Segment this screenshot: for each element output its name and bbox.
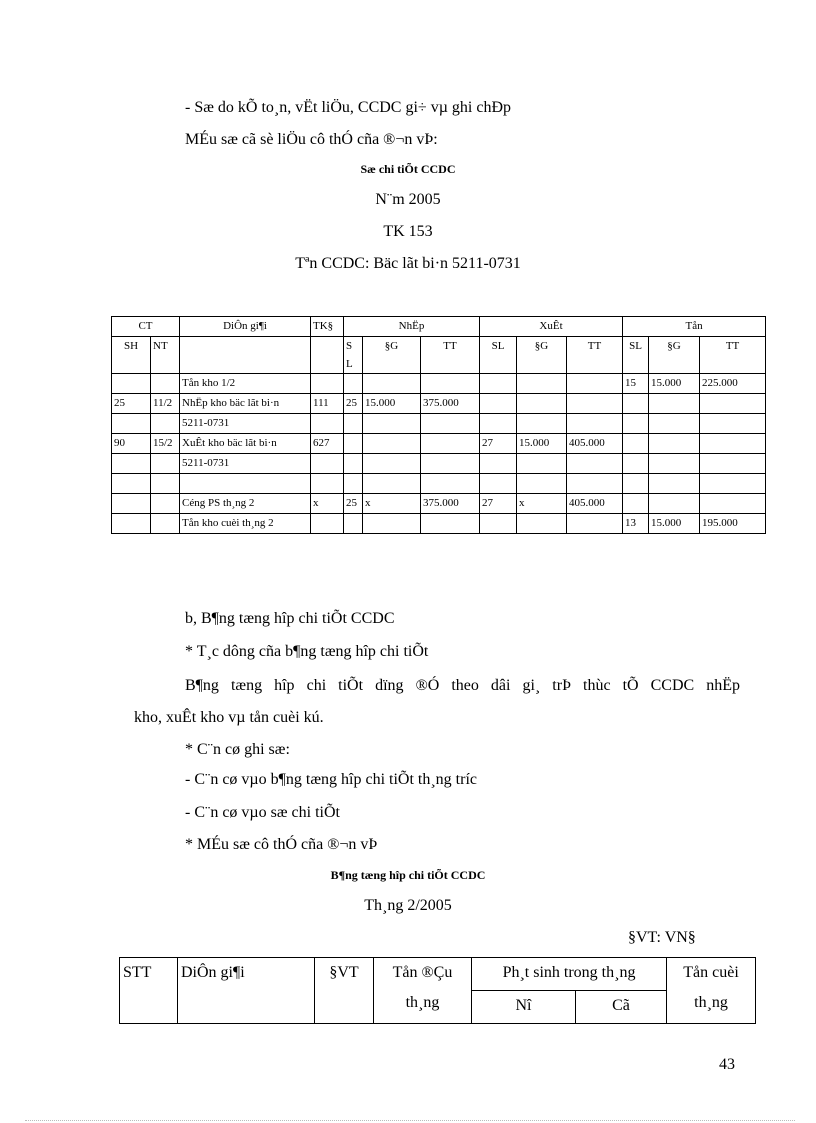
- table-cell: 15: [623, 374, 649, 394]
- table-cell: [421, 474, 480, 494]
- summary-title: B¶ng tæng hîp chi tiÕt CCDC: [330, 868, 486, 882]
- table-cell: [311, 474, 344, 494]
- ledger-item-name: Tªn CCDC: Bäc lãt bi·n 5211-0731: [295, 255, 521, 272]
- table-cell: Tån kho cuèi th¸ng 2: [180, 514, 311, 534]
- intro-line-1: - Sæ do kÕ to¸n, vËt liÖu, CCDC gi÷ vµ ghi chÐp: [185, 99, 512, 116]
- table-cell: 27: [480, 494, 517, 514]
- table-cell: [112, 474, 151, 494]
- ledger-year: N¨m 2005: [375, 191, 441, 208]
- table-row: [112, 374, 766, 394]
- table-cell: [623, 494, 649, 514]
- col-credit: Cã: [576, 991, 667, 1024]
- section-b-basis-1: - C¨n cø vµo b¶ng tæng hîp chi tiÕt th¸ng tríc: [185, 771, 477, 788]
- sub-import-dg: §G: [363, 337, 421, 374]
- table-cell: 375.000: [421, 394, 480, 414]
- sub-export-tt: TT: [567, 337, 623, 374]
- table-cell: NhËp kho bäc lãt bi·n: [180, 394, 311, 414]
- table-cell: 5211-0731: [180, 454, 311, 474]
- table-cell: [480, 414, 517, 434]
- table-cell: [567, 394, 623, 414]
- table-cell: [311, 454, 344, 474]
- table-cell: [480, 454, 517, 474]
- table-cell: [363, 514, 421, 534]
- table-cell: 15.000: [517, 434, 567, 454]
- table-cell: [517, 514, 567, 534]
- table-cell: [311, 374, 344, 394]
- table-cell: [517, 394, 567, 414]
- col-import: NhËp: [344, 317, 480, 337]
- table-cell: 15.000: [649, 514, 700, 534]
- table-cell: [700, 434, 766, 454]
- table-cell: [112, 374, 151, 394]
- table-cell: [112, 514, 151, 534]
- section-b-effect: * T¸c dông cña b¶ng tæng hîp chi tiÕt: [185, 643, 429, 660]
- table-cell: [344, 454, 363, 474]
- table-cell: [517, 414, 567, 434]
- section-b-basis-2: - C¨n cø vµo sæ chi tiÕt: [185, 804, 340, 821]
- table-cell: [480, 394, 517, 414]
- table-cell: [151, 514, 180, 534]
- table-cell: 225.000: [700, 374, 766, 394]
- table-cell: 627: [311, 434, 344, 454]
- table-cell: [151, 454, 180, 474]
- table-cell: [151, 414, 180, 434]
- table-cell: [421, 434, 480, 454]
- table-cell: [344, 374, 363, 394]
- col-ct: CT: [112, 317, 180, 337]
- ledger-table-body: [112, 374, 766, 534]
- table-cell: [700, 454, 766, 474]
- table-cell: [151, 494, 180, 514]
- table-cell: [649, 454, 700, 474]
- table-cell: 15/2: [151, 434, 180, 454]
- table-cell: [480, 374, 517, 394]
- ledger-title: Sæ chi tiÕt CCDC: [360, 162, 456, 176]
- table-cell: [623, 474, 649, 494]
- col-unit: §VT: [315, 958, 374, 1024]
- table-cell: [567, 414, 623, 434]
- table-cell: [151, 474, 180, 494]
- table-cell: [623, 394, 649, 414]
- table-cell: [344, 514, 363, 534]
- table-cell: 90: [112, 434, 151, 454]
- table-cell: x: [517, 494, 567, 514]
- table-cell: x: [311, 494, 344, 514]
- section-b-para-line-1: B¶ng tæng hîp chi tiÕt dïng ®Ó theo dâi gi¸ trÞ thùc tÕ CCDC nhËp: [185, 677, 740, 694]
- table-cell: [700, 474, 766, 494]
- summary-table: [119, 957, 756, 1024]
- col-stt: STT: [120, 958, 178, 1024]
- table-cell: [517, 374, 567, 394]
- table-cell: XuÊt kho bäc lãt bi·n: [180, 434, 311, 454]
- table-cell: [180, 474, 311, 494]
- table-cell: 27: [480, 434, 517, 454]
- page-number: 43: [719, 1056, 735, 1073]
- table-cell: [623, 414, 649, 434]
- sub-sh: SH: [112, 337, 151, 374]
- table-cell: [517, 474, 567, 494]
- col-opening: Tån ®Çu th¸ng: [374, 958, 472, 1024]
- table-cell: 25: [344, 494, 363, 514]
- table-cell: 25: [344, 394, 363, 414]
- intro-line-2: MÉu sæ cã sè liÖu cô thÓ cña ®¬n vÞ:: [185, 131, 438, 148]
- table-row: [112, 514, 766, 534]
- table-cell: [363, 414, 421, 434]
- table-cell: [421, 514, 480, 534]
- sub-nt: NT: [151, 337, 180, 374]
- table-cell: [311, 514, 344, 534]
- col-stock: Tån: [623, 317, 766, 337]
- col-export: XuÊt: [480, 317, 623, 337]
- table-cell: 5211-0731: [180, 414, 311, 434]
- table-cell: [649, 414, 700, 434]
- table-cell: [623, 434, 649, 454]
- table-cell: [649, 494, 700, 514]
- table-cell: [363, 454, 421, 474]
- table-cell: [700, 414, 766, 434]
- col-arising: Ph¸t sinh trong th¸ng: [472, 958, 667, 991]
- table-cell: [649, 394, 700, 414]
- table-cell: [567, 454, 623, 474]
- table-cell: [421, 374, 480, 394]
- col-closing: Tån cuèi th¸ng: [667, 958, 756, 1024]
- table-cell: 25: [112, 394, 151, 414]
- table-cell: x: [363, 494, 421, 514]
- table-cell: [700, 494, 766, 514]
- col-desc: DiÔn gi¶i: [180, 317, 311, 337]
- table-cell: [421, 454, 480, 474]
- table-cell: [517, 454, 567, 474]
- sub-stock-tt: TT: [700, 337, 766, 374]
- table-row: [112, 454, 766, 474]
- sub-export-dg: §G: [517, 337, 567, 374]
- summary-month: Th¸ng 2/2005: [364, 897, 452, 914]
- table-cell: [311, 414, 344, 434]
- table-row: [112, 394, 766, 414]
- table-cell: Tån kho 1/2: [180, 374, 311, 394]
- table-row: [112, 414, 766, 434]
- col-account: TK§: [311, 317, 344, 337]
- table-cell: [480, 474, 517, 494]
- summary-unit: §VT: VN§: [628, 929, 696, 946]
- table-cell: 13: [623, 514, 649, 534]
- page-bottom-rule: [25, 1120, 795, 1121]
- table-cell: [421, 414, 480, 434]
- sub-stock-sl: SL: [623, 337, 649, 374]
- table-cell: [344, 414, 363, 434]
- col-description: DiÔn gi¶i: [178, 958, 315, 1024]
- table-group-header: [112, 317, 766, 337]
- table-row: [112, 434, 766, 454]
- section-b-basis: * C¨n cø ghi sæ:: [185, 741, 290, 758]
- sub-import-tt: TT: [421, 337, 480, 374]
- table-cell: [700, 394, 766, 414]
- table-cell: 11/2: [151, 394, 180, 414]
- table-cell: [112, 454, 151, 474]
- table-cell: [567, 474, 623, 494]
- table-cell: [649, 474, 700, 494]
- ledger-table: [111, 316, 766, 534]
- table-cell: 195.000: [700, 514, 766, 534]
- table-cell: [112, 414, 151, 434]
- table-cell: [344, 434, 363, 454]
- table-row: [112, 474, 766, 494]
- table-sub-header: [112, 337, 766, 374]
- table-cell: 375.000: [421, 494, 480, 514]
- table-cell: [363, 474, 421, 494]
- section-b-para-line-2: kho, xuÊt kho vµ tån cuèi kú.: [134, 709, 324, 726]
- table-cell: 15.000: [363, 394, 421, 414]
- ledger-account: TK 153: [383, 223, 433, 240]
- section-b-heading: b, B¶ng tæng hîp chi tiÕt CCDC: [185, 610, 395, 627]
- table-cell: [363, 374, 421, 394]
- sub-import-sl: S L: [344, 337, 363, 374]
- col-debit: Nî: [472, 991, 576, 1024]
- table-row: [112, 494, 766, 514]
- table-cell: [567, 514, 623, 534]
- table-cell: [363, 434, 421, 454]
- section-b-sample: * MÉu sæ cô thÓ cña ®¬n vÞ: [185, 836, 378, 853]
- table-cell: 111: [311, 394, 344, 414]
- table-cell: [623, 454, 649, 474]
- table-cell: [112, 494, 151, 514]
- sub-stock-dg: §G: [649, 337, 700, 374]
- table-cell: 405.000: [567, 494, 623, 514]
- table-cell: [344, 474, 363, 494]
- table-cell: [480, 514, 517, 534]
- table-cell: [567, 374, 623, 394]
- table-cell: 15.000: [649, 374, 700, 394]
- table-cell: Céng PS th¸ng 2: [180, 494, 311, 514]
- table-cell: 405.000: [567, 434, 623, 454]
- table-cell: [151, 374, 180, 394]
- sub-export-sl: SL: [480, 337, 517, 374]
- table-cell: [649, 434, 700, 454]
